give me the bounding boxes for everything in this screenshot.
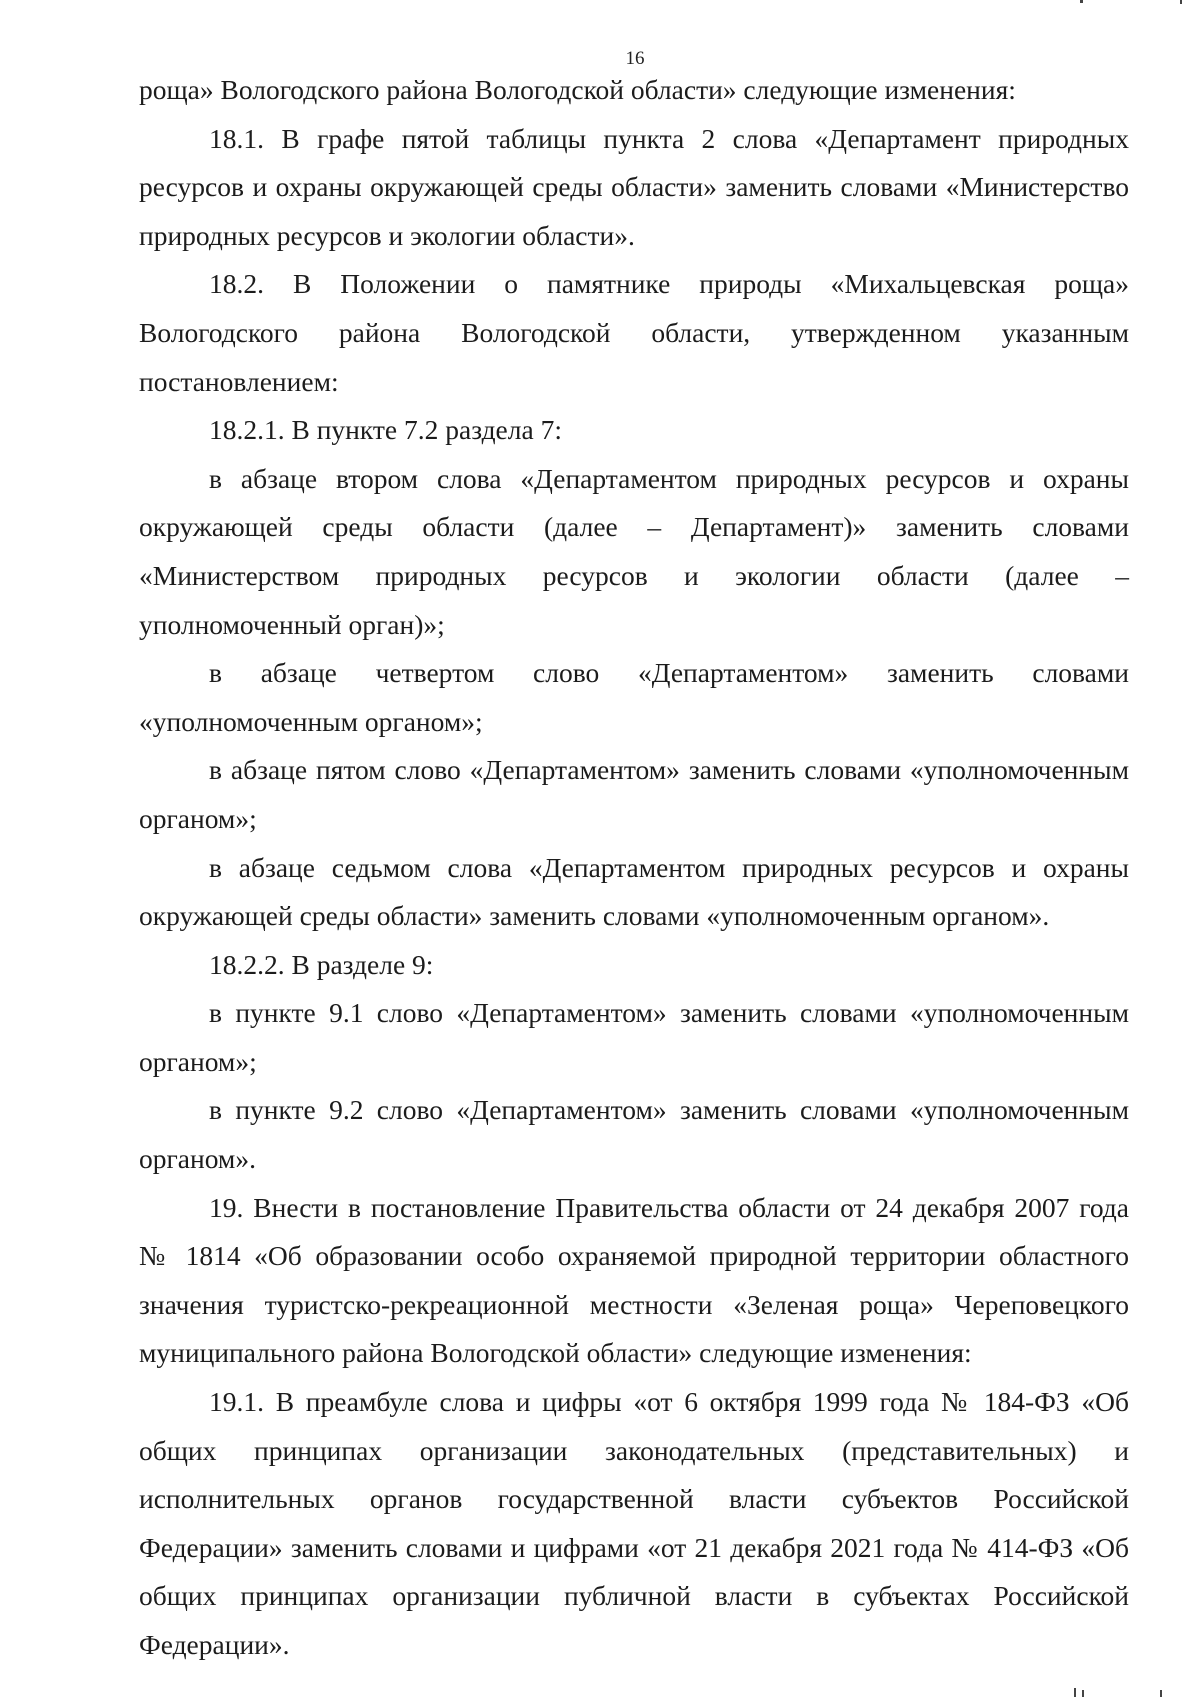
scan-artifact	[1080, 0, 1083, 3]
page-number: 16	[625, 48, 645, 69]
paragraph: в пункте 9.2 слово «Департаментом» заменить словами «уполномоченным органом».	[139, 1094, 1129, 1175]
paragraph: в абзаце втором слова «Департаментом природных ресурсов и охраны окружающей среды области (далее – Департамент)» заменить словами «Министерством природных ресурсов и экологии области (далее – уполномоченный орган)»;	[139, 462, 1129, 640]
paragraph: 18.1. В графе пятой таблицы пункта 2 слова «Департамент природных ресурсов и охраны окружающей среды области» заменить словами «Министерство природных ресурсов и экологии области».	[139, 122, 1129, 251]
document-body	[139, 66, 1129, 1670]
paragraph: в пункте 9.1 слово «Департаментом» заменить словами «уполномоченным органом»;	[139, 997, 1129, 1077]
scan-artifact	[1074, 1688, 1076, 1697]
scan-artifact	[1160, 1690, 1162, 1697]
paragraph: в абзаце пятом слово «Департаментом» заменить словами «уполномоченным органом»;	[139, 754, 1129, 834]
paragraph: в абзаце седьмом слова «Департаментом природных ресурсов и охраны окружающей среды области» заменить словами «уполномоченным органом».	[139, 851, 1129, 932]
scan-artifact	[1180, 0, 1182, 4]
paragraph: 18.2. В Положении о памятнике природы «Михальцевская роща» Вологодского района Вологодской области, утвержденном указанным постановлением:	[139, 268, 1129, 397]
paragraph: 19. Внести в постановление Правительства области от 24 декабря 2007 года № 1814 «Об образовании особо охраняемой природной территории областного значения туристско-рекреационной местности «Зеленая роща» Череповецкого муниципального района Вологодской области» следующие изменения:	[139, 1191, 1129, 1369]
paragraph: 19.1. В преамбуле слова и цифры «от 6 октября 1999 года № 184-ФЗ «Об общих принципах организации законодательных (представительных) и исполнительных органов государственной власти субъектов Российской Федерации» заменить словами и цифрами «от 21 декабря 2021 года № 414-ФЗ «Об общих принципах организации публичной власти в субъектах Российской Федерации».	[139, 1386, 1129, 1660]
paragraph: 18.2.2. В разделе 9:	[209, 948, 434, 980]
paragraph: 18.2.1. В пункте 7.2 раздела 7:	[209, 414, 562, 446]
scan-artifact	[1082, 1690, 1084, 1697]
paragraph: в абзаце четвертом слово «Департаментом» заменить словами «уполномоченным органом»;	[139, 657, 1129, 737]
paragraph: роща» Вологодского района Вологодской области» следующие изменения:	[139, 74, 1016, 105]
